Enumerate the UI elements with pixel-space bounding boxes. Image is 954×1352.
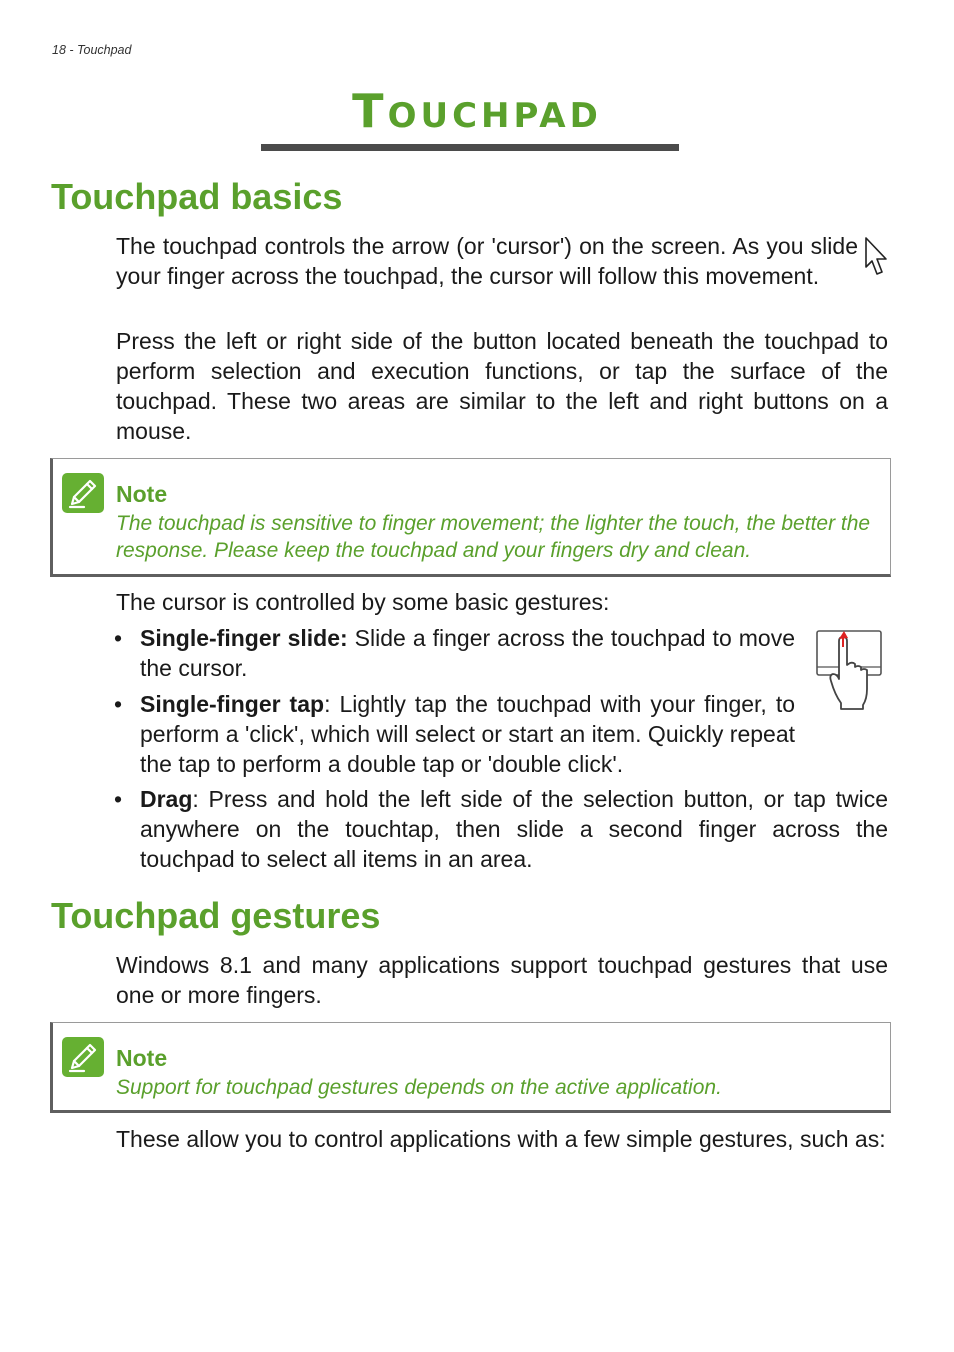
note-box-gestures bbox=[50, 1022, 891, 1113]
bullet-term: Single-finger slide: bbox=[140, 625, 348, 651]
list-item bbox=[114, 784, 888, 874]
chapter-title bbox=[0, 84, 954, 138]
bullet-text: : Lightly tap the touchpad with your finger, to perform a 'click', which will select or start an item. Quickly repeat the tap to perform a double tap or 'double click'. bbox=[140, 691, 795, 777]
title-rule bbox=[261, 144, 679, 151]
gestures-paragraph-2: These allow you to control applications with a few simple gestures, such as: bbox=[116, 1126, 886, 1152]
arrow-cursor-icon bbox=[864, 237, 890, 279]
bullet-term: Drag bbox=[140, 786, 193, 812]
note-label: Note bbox=[116, 481, 168, 507]
note-box-basics bbox=[50, 458, 891, 577]
bullet-dot: • bbox=[114, 625, 123, 651]
bullet-text: : Press and hold the left side of the selection button, or tap twice anywhere on the touchtap, then slide a second finger across the touchpad to select all items in an area. bbox=[140, 786, 888, 872]
bullet-dot: • bbox=[114, 786, 123, 812]
pencil-note-icon bbox=[62, 1037, 104, 1077]
note-label: Note bbox=[116, 1045, 168, 1071]
heading-touchpad-basics: Touchpad basics bbox=[51, 176, 343, 217]
list-item bbox=[114, 623, 796, 683]
touchpad-hand-icon bbox=[815, 629, 885, 713]
chapter-title-rest: OUCHPAD bbox=[387, 96, 602, 136]
note-text: The touchpad is sensitive to finger movement; the lighter the touch, the better the response. Please keep the touchpad and your fingers dry and clean. bbox=[116, 512, 871, 562]
list-item bbox=[114, 689, 796, 779]
basics-paragraph-1: The touchpad controls the arrow (or 'cursor') on the screen. As you slide your finger across the touchpad, the cursor will follow this movement. bbox=[116, 233, 858, 289]
bullet-dot: • bbox=[114, 691, 123, 717]
bullet-text: Slide a finger across the touchpad to move the cursor. bbox=[140, 625, 795, 681]
bullet-term: Single-finger tap bbox=[140, 691, 325, 717]
gestures-intro: The cursor is controlled by some basic gestures: bbox=[116, 589, 610, 615]
note-text: Support for touchpad gestures depends on the active application. bbox=[116, 1076, 722, 1099]
basics-paragraph-2: Press the left or right side of the button located beneath the touchpad to perform selection and execution functions, or tap the surface of the touchpad. These two areas are similar to the left and right buttons on a mouse. bbox=[116, 328, 888, 444]
running-head: 18 - Touchpad bbox=[52, 43, 132, 57]
gestures-paragraph-1: Windows 8.1 and many applications support touchpad gestures that use one or more fingers. bbox=[116, 952, 888, 1008]
heading-touchpad-gestures: Touchpad gestures bbox=[51, 895, 381, 936]
pencil-note-icon bbox=[62, 473, 104, 513]
chapter-title-initial: T bbox=[352, 84, 388, 138]
